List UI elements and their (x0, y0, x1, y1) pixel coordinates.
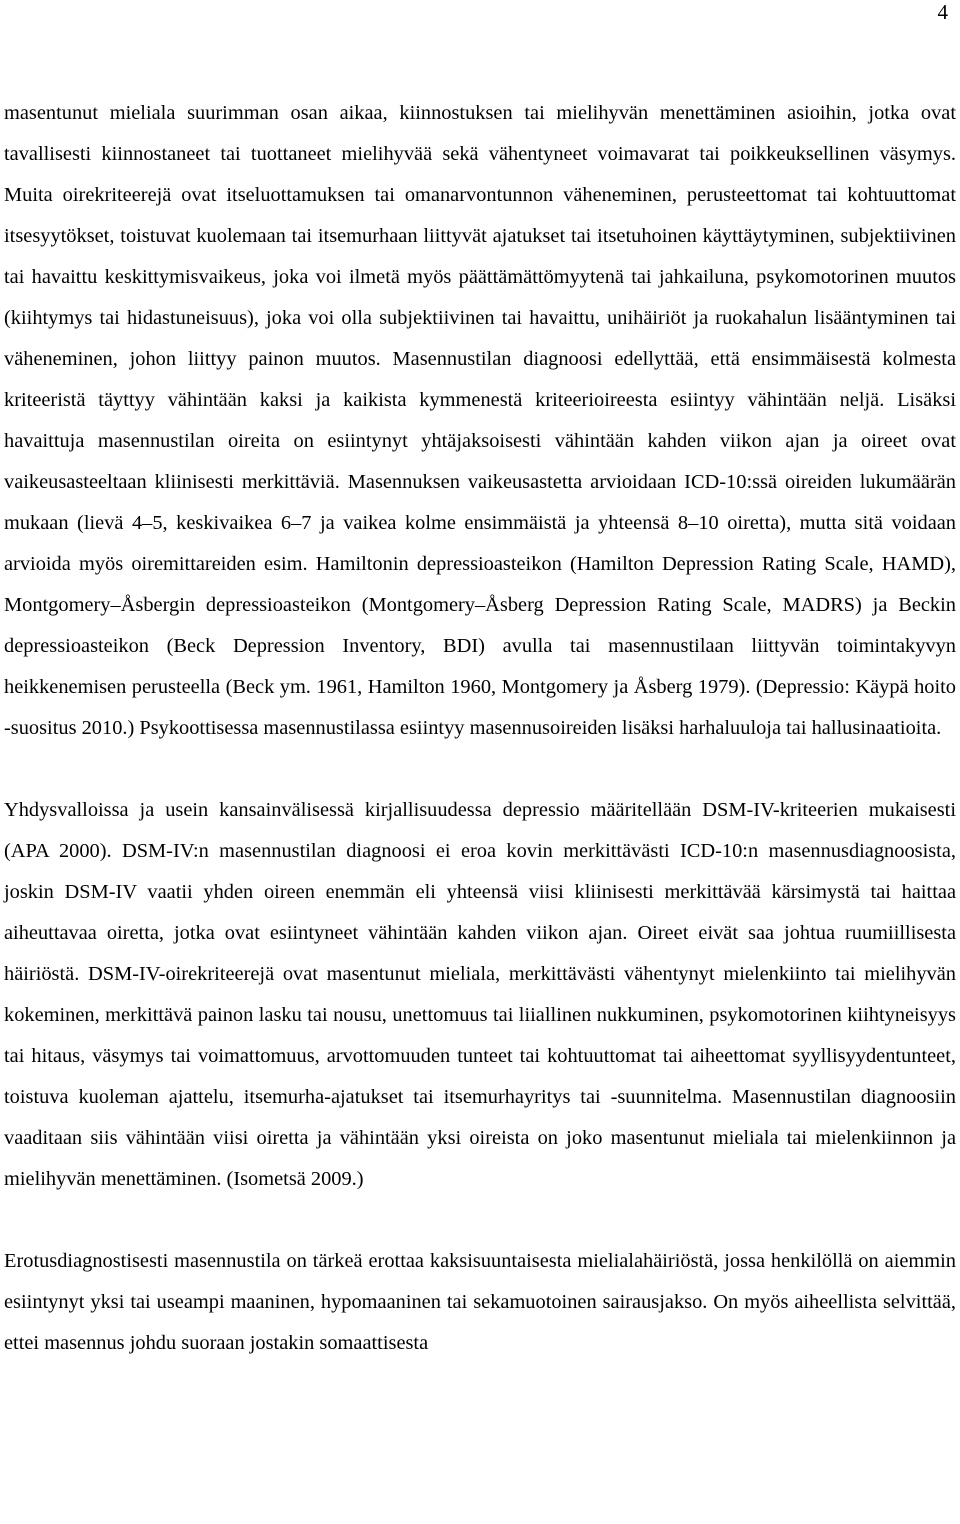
paragraph-icd10-criteria: masentunut mieliala suurimman osan aikaa, kiinnostuksen tai mielihyvän menettäminen asioihin, jotka ovat tavallisesti kiinnostaneet tai tuottaneet mielihyvää sekä vähentyneet voimavarat tai poikkeuksellinen väsymys. Muita oirekriteerejä ovat itseluottamuksen tai omanarvontunnon väheneminen, perusteettomat tai kohtuuttomat itsesyytökset, toistuvat kuolemaan tai itsemurhaan liittyvät ajatukset tai itsetuhoinen käyttäytyminen, subjektiivinen tai havaittu keskittymisvaikeus, joka voi ilmetä myös päättämättömyytenä tai jahkailuna, psykomotorinen muutos (kiihtymys tai hidastuneisuus), joka voi olla subjektiivinen tai havaittu, unihäiriöt ja ruokahalun lisääntyminen tai väheneminen, johon liittyy painon muutos. Masennustilan diagnoosi edellyttää, että ensimmäisestä kolmesta kriteeristä täyttyy vähintään kaksi ja kaikista kymmenestä kriteerioireesta esiintyy vähintään neljä. Lisäksi havaittuja masennustilan oireita on esiintynyt yhtäjaksoisesti vähintään kahden viikon ajan ja oireet ovat vaikeusasteeltaan kliinisesti merkittäviä. Masennuksen vaikeusastetta arvioidaan ICD-10:ssä oireiden lukumäärän mukaan (lievä 4–5, keskivaikea 6–7 ja vaikea kolme ensimmäistä ja yhteensä 8–10 oiretta), mutta sitä voidaan arvioida myös oiremittareiden esim. Hamiltonin depressioasteikon (Hamilton Depression Rating Scale, HAMD), Montgomery–Åsbergin depressioasteikon (Montgomery–Åsberg Depression Rating Scale, MADRS) ja Beckin depressioasteikon (Beck Depression Inventory, BDI) avulla tai masennustilaan liittyvän toimintakyvyn heikkenemisen perusteella (Beck ym. 1961, Hamilton 1960, Montgomery ja Åsberg 1979). (Depressio: Käypä hoito -suositus 2010.) Psykoottisessa masennustilassa esiintyy masennusoireiden lisäksi harhaluuloja tai hallusinaatioita. (4, 102, 956, 739)
paragraph-differential-diagnosis: Erotusdiagnostisesti masennustila on tärkeä erottaa kaksisuuntaisesta mielialahäiriöstä, jossa henkilöllä on aiemmin esiintynyt yksi tai useampi maaninen, hypomaaninen tai sekamuotoinen sairausjakso. On myös aiheellista selvittää, ettei masennus johdu suoraan jostakin somaattisesta (4, 1250, 956, 1354)
page-number: 4 (937, 0, 948, 24)
document-body (4, 93, 956, 1364)
paragraph-dsm-iv-criteria: Yhdysvalloissa ja usein kansainvälisessä kirjallisuudessa depressio määritellään DSM-IV-kriteerien mukaisesti (APA 2000). DSM-IV:n masennustilan diagnoosi ei eroa kovin merkittävästi ICD-10:n masennusdiagnoosista, joskin DSM-IV vaatii yhden oireen enemmän eli yhteensä viisi kliinisesti merkittävää kärsimystä tai haittaa aiheuttavaa oiretta, jotka ovat esiintyneet vähintään kahden viikon ajan. Oireet eivät saa johtua ruumiillisesta häiriöstä. DSM-IV-oirekriteerejä ovat masentunut mieliala, merkittävästi vähentynyt mielenkiinto tai mielihyvän kokeminen, merkittävä painon lasku tai nousu, unettomuus tai liiallinen nukkuminen, psykomotorinen kiihtyneisyys tai hitaus, väsymys tai voimattomuus, arvottomuuden tunteet tai kohtuuttomat tai aiheettomat syyllisyydentunteet, toistuva kuoleman ajattelu, itsemurha-ajatukset tai itsemurhayritys tai -suunnitelma. Masennustilan diagnoosiin vaaditaan siis vähintään viisi oiretta ja vähintään yksi oireista on joko masentunut mieliala tai mielenkiinnon ja mielihyvän menettäminen. (Isometsä 2009.) (4, 799, 956, 1190)
